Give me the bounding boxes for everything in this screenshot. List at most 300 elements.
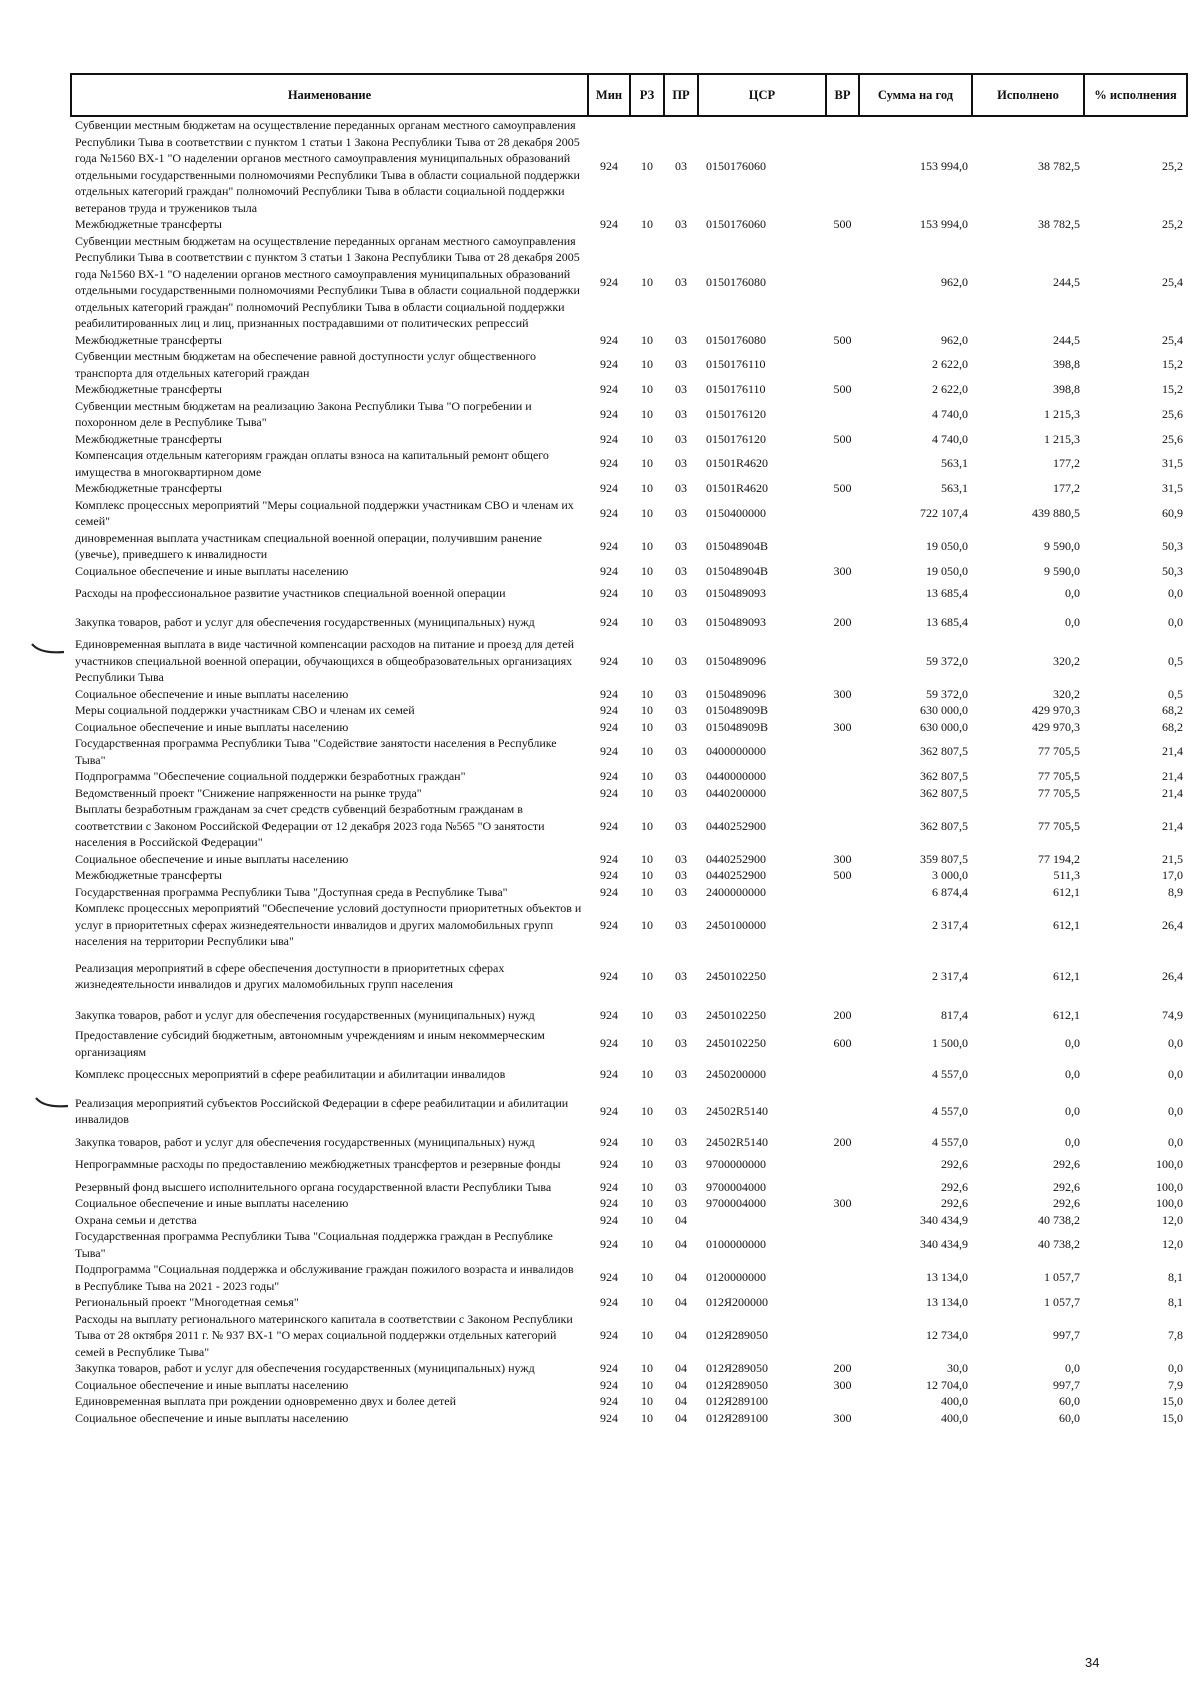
row-rz: 10 [641,614,653,629]
row-pr: 03 [675,719,687,734]
row-rz: 10 [641,1036,653,1051]
row-vr [826,530,859,563]
row-rz: 10 [641,1361,653,1375]
row-name: Социальное обеспечение и иные выплаты населению [75,1196,349,1210]
row-done: 320,2 [1053,653,1080,668]
row-done: 997,7 [1053,1328,1080,1342]
row-csr: 01501R4620 [706,456,769,471]
row-vr [826,1150,859,1179]
row-csr: 2450100000 [706,917,766,932]
row-pct: 21,4 [1162,744,1183,759]
row-pr: 04 [675,1328,687,1342]
row-pr: 04 [675,1237,687,1252]
table-row [71,686,1187,703]
table-row [71,1311,1187,1361]
row-pr: 04 [675,1212,687,1227]
row-rz: 10 [641,357,653,372]
row-sum: 4 740,0 [932,406,968,421]
row-rz: 10 [641,159,653,174]
row-vr [826,1311,859,1361]
row-pct: 12,0 [1162,1212,1183,1227]
row-sum: 13 134,0 [926,1270,968,1285]
row-pct: 50,3 [1162,538,1183,553]
row-pr: 03 [675,744,687,759]
row-pr: 04 [675,1295,687,1309]
row-csr: 24502R5140 [706,1134,769,1149]
table-row [71,497,1187,530]
row-min: 924 [600,1377,618,1392]
row-pct: 25,6 [1162,406,1183,421]
row-min: 924 [600,274,618,289]
row-csr: 0150176080 [706,274,766,289]
row-sum: 630 000,0 [920,719,968,734]
row-vr [826,579,859,608]
table-row [71,579,1187,608]
row-pct: 25,4 [1162,332,1183,347]
row-rz: 10 [641,456,653,471]
row-min: 924 [600,1067,618,1081]
row-min: 924 [600,505,618,520]
table-row [71,1261,1187,1294]
table-row [71,636,1187,686]
row-pr: 04 [675,1361,687,1375]
table-row [71,900,1187,950]
row-min: 924 [600,884,618,899]
row-done: 292,6 [1053,1196,1080,1210]
row-vr [826,348,859,381]
row-done: 0,0 [1065,1103,1080,1118]
row-sum: 13 685,4 [926,586,968,600]
row-done: 0,0 [1065,1067,1080,1081]
row-sum: 563,1 [941,481,968,495]
row-done: 77 705,5 [1038,818,1080,833]
row-name: Расходы на выплату регионального материнского капитала в соответствии с Законом Республики Тыва от 28 октября 2011 г. № 937 ВХ-1 "О мерах социальной поддержки отдельных категорий семей в Республике Тыва" [75,1311,573,1359]
row-vr: 300 [833,1410,852,1425]
row-min: 924 [600,217,618,231]
row-name: Социальное обеспечение и иные выплаты населению [75,1410,349,1425]
row-sum: 59 372,0 [926,686,968,701]
row-pct: 100,0 [1156,1157,1183,1171]
row-done: 1 215,3 [1044,406,1080,421]
row-csr: 012Я289050 [706,1361,769,1375]
row-pct: 31,5 [1162,481,1183,495]
table-row [71,233,1187,332]
row-min: 924 [600,719,618,734]
row-sum: 362 807,5 [920,744,968,759]
row-vr: 200 [833,1134,852,1149]
row-pr: 03 [675,614,687,629]
row-done: 60,0 [1059,1410,1080,1425]
row-done: 40 738,2 [1038,1237,1080,1252]
row-vr [826,884,859,901]
row-pct: 50,3 [1162,563,1183,578]
table-row [71,1195,1187,1212]
row-csr: 015048904B [706,538,769,553]
row-sum: 4 557,0 [932,1067,968,1081]
row-vr [826,900,859,950]
row-rz: 10 [641,785,653,800]
row-sum: 59 372,0 [926,653,968,668]
row-done: 612,1 [1053,917,1080,932]
table-row [71,884,1187,901]
row-csr: 2450200000 [706,1067,766,1081]
row-vr: 200 [833,1007,852,1022]
table-row [71,480,1187,497]
row-vr: 500 [833,217,852,231]
row-sum: 4 557,0 [932,1134,968,1149]
table-row [71,1179,1187,1196]
row-pct: 0,0 [1168,1067,1183,1081]
row-rz: 10 [641,431,653,446]
row-rz: 10 [641,217,653,231]
row-vr: 500 [833,382,852,396]
row-pr: 03 [675,769,687,783]
row-pct: 100,0 [1156,1196,1183,1210]
table-row [71,1212,1187,1229]
row-vr: 500 [833,332,852,347]
table-row [71,1060,1187,1089]
row-vr [826,1212,859,1229]
row-min: 924 [600,332,618,347]
row-rz: 10 [641,1179,653,1194]
row-done: 320,2 [1053,686,1080,701]
row-pr: 03 [675,159,687,174]
row-sum: 292,6 [941,1179,968,1194]
row-pr: 03 [675,406,687,421]
table-row [71,1089,1187,1134]
row-pr: 03 [675,1007,687,1022]
row-csr: 01501R4620 [706,481,769,495]
row-name: Компенсация отдельным категориям граждан оплаты взноса на капитальный ремонт общего имущества в многоквартирном доме [75,448,549,479]
row-done: 244,5 [1053,274,1080,289]
row-vr: 300 [833,851,852,866]
row-done: 177,2 [1053,481,1080,495]
row-csr: 012Я289100 [706,1410,769,1425]
row-min: 924 [600,456,618,471]
row-pr: 03 [675,274,687,289]
row-min: 924 [600,1103,618,1118]
row-pr: 03 [675,217,687,231]
row-done: 1 215,3 [1044,431,1080,446]
row-rz: 10 [641,1067,653,1081]
table-row [71,431,1187,448]
row-min: 924 [600,1134,618,1149]
table-row [71,735,1187,768]
table-row [71,1228,1187,1261]
row-name: Межбюджетные трансферты [75,868,222,882]
row-sum: 563,1 [941,456,968,471]
row-name: Закупка товаров, работ и услуг для обеспечения государственных (муниципальных) нужд [75,1361,535,1375]
row-vr [826,1393,859,1410]
row-csr: 0150176060 [706,159,766,174]
row-done: 9 590,0 [1044,538,1080,553]
row-rz: 10 [641,1103,653,1118]
row-pct: 0,5 [1168,653,1183,668]
row-csr: 0150176120 [706,406,766,421]
table-row [71,332,1187,349]
row-pct: 21,5 [1162,851,1183,866]
row-csr: 0150489093 [706,614,766,629]
budget-table [70,73,1188,1426]
row-pr: 03 [675,968,687,983]
row-name: Государственная программа Республики Тыва "Доступная среда в Республике Тыва" [75,884,508,899]
row-pr: 03 [675,505,687,520]
row-pr: 03 [675,1036,687,1051]
row-min: 924 [600,431,618,446]
row-min: 924 [600,1295,618,1309]
row-pr: 03 [675,431,687,446]
row-rz: 10 [641,868,653,882]
row-pct: 60,9 [1162,505,1183,520]
row-vr: 300 [833,1196,852,1210]
row-vr [826,636,859,686]
row-pr: 03 [675,686,687,701]
table-row [71,785,1187,802]
row-rz: 10 [641,884,653,899]
row-csr: 0440000000 [706,769,766,783]
row-rz: 10 [641,818,653,833]
row-name: Подпрограмма "Обеспечение социальной поддержки безработных граждан" [75,769,466,783]
row-rz: 10 [641,563,653,578]
row-min: 924 [600,1237,618,1252]
row-vr: 500 [833,481,852,495]
row-rz: 10 [641,686,653,701]
row-pr: 03 [675,456,687,471]
row-csr: 0150176080 [706,332,766,347]
row-csr: 0440252900 [706,868,766,882]
row-sum: 359 807,5 [920,851,968,866]
row-min: 924 [600,1212,618,1227]
row-min: 924 [600,769,618,783]
row-pct: 74,9 [1162,1007,1183,1022]
row-pr: 03 [675,382,687,396]
row-csr: 0150489096 [706,686,766,701]
row-rz: 10 [641,1212,653,1227]
row-min: 924 [600,1179,618,1194]
row-min: 924 [600,1036,618,1051]
row-name: Закупка товаров, работ и услуг для обеспечения государственных (муниципальных) нужд [75,1007,535,1022]
row-name: Государственная программа Республики Тыва "Социальная поддержка граждан в Республике Тыва" [75,1229,553,1260]
row-csr: 012Я289050 [706,1377,769,1392]
row-pr: 03 [675,917,687,932]
row-done: 1 057,7 [1044,1270,1080,1285]
row-pct: 25,2 [1162,159,1183,174]
row-name: Комплекс процессных мероприятий в сфере реабилитации и абилитации инвалидов [75,1067,506,1081]
table-row [71,1360,1187,1377]
row-sum: 340 434,9 [920,1212,968,1227]
table-row [71,867,1187,884]
row-sum: 2 317,4 [932,917,968,932]
row-rz: 10 [641,1295,653,1309]
table-row [71,1393,1187,1410]
row-min: 924 [600,653,618,668]
row-csr: 0100000000 [706,1237,766,1252]
row-name: Единовременная выплата при рождении одновременно двух и более детей [75,1394,457,1408]
row-rz: 10 [641,1134,653,1149]
row-csr: 0150176110 [706,357,766,372]
row-pr: 03 [675,653,687,668]
row-sum: 19 050,0 [926,538,968,553]
row-sum: 13 685,4 [926,614,968,629]
row-pr: 03 [675,538,687,553]
row-csr: 0400000000 [706,744,766,759]
table-row [71,768,1187,785]
table-row [71,1294,1187,1311]
row-csr: 0440200000 [706,785,766,800]
row-rz: 10 [641,274,653,289]
row-csr: 9700004000 [706,1179,766,1194]
row-pr: 03 [675,1103,687,1118]
table-row [71,530,1187,563]
row-name: Социальное обеспечение и иные выплаты населению [75,1377,349,1392]
row-min: 924 [600,703,618,717]
row-done: 439 880,5 [1032,505,1080,520]
row-name: Социальное обеспечение и иные выплаты населению [75,719,349,734]
row-sum: 400,0 [941,1410,968,1425]
row-sum: 962,0 [941,274,968,289]
row-vr: 600 [833,1036,852,1051]
row-name: Межбюджетные трансферты [75,332,222,347]
row-vr [826,1294,859,1311]
row-done: 429 970,3 [1032,719,1080,734]
row-name: диновременная выплата участникам специальной военной операции, получившим ранение (увечье), приведшего к инвалидности [75,530,542,561]
row-name: Государственная программа Республики Тыва "Содействие занятости населения в Республике Тыва" [75,736,557,767]
row-rz: 10 [641,1270,653,1285]
row-done: 177,2 [1053,456,1080,471]
table-row [71,563,1187,580]
header-min: Мин [588,74,630,116]
row-vr: 300 [833,686,852,701]
row-rz: 10 [641,1410,653,1425]
row-name: Региональный проект "Многодетная семья" [75,1295,299,1309]
row-pct: 17,0 [1162,868,1183,882]
row-min: 924 [600,1328,618,1342]
header-done: Исполнено [972,74,1084,116]
row-pct: 12,0 [1162,1237,1183,1252]
row-pr: 03 [675,1067,687,1081]
row-csr: 24502R5140 [706,1103,769,1118]
row-vr: 300 [833,719,852,734]
row-sum: 630 000,0 [920,703,968,717]
row-vr: 500 [833,431,852,446]
row-pr: 03 [675,868,687,882]
table-row [71,950,1187,997]
row-done: 429 970,3 [1032,703,1080,717]
row-min: 924 [600,586,618,600]
row-rz: 10 [641,719,653,734]
table-row [71,348,1187,381]
row-name: Меры социальной поддержки участникам СВО и членам их семей [75,703,415,717]
row-sum: 362 807,5 [920,818,968,833]
row-pct: 25,4 [1162,274,1183,289]
row-pct: 0,0 [1168,614,1183,629]
row-sum: 400,0 [941,1394,968,1408]
row-min: 924 [600,744,618,759]
row-pr: 03 [675,851,687,866]
row-pct: 26,4 [1162,968,1183,983]
row-rz: 10 [641,1237,653,1252]
table-row [71,1027,1187,1060]
row-sum: 12 704,0 [926,1377,968,1392]
row-done: 77 705,5 [1038,769,1080,783]
table-row [71,801,1187,851]
row-csr: 0440252900 [706,851,766,866]
row-vr [826,233,859,332]
row-done: 612,1 [1053,1007,1080,1022]
row-name: Реализация мероприятий в сфере обеспечения доступности в приоритетных сферах жизнедеятельности инвалидов и других маломобильных групп населения [75,960,505,991]
header-name: Наименование [71,74,588,116]
row-vr [826,1060,859,1089]
row-name: Межбюджетные трансферты [75,431,222,446]
row-vr [826,1261,859,1294]
row-pr: 03 [675,357,687,372]
row-csr: 0150176110 [706,382,766,396]
header-vr: ВР [826,74,859,116]
row-done: 0,0 [1065,614,1080,629]
row-done: 60,0 [1059,1394,1080,1408]
row-done: 612,1 [1053,884,1080,899]
row-rz: 10 [641,481,653,495]
row-name: Подпрограмма "Социальная поддержка и обслуживание граждан пожилого возраста и инвалидов в Республике Тыва на 2021 - 2023 годы" [75,1262,574,1293]
row-sum: 2 622,0 [932,357,968,372]
row-name: Резервный фонд высшего исполнительного органа государственной власти Республики Тыва [75,1179,552,1194]
table-row [71,702,1187,719]
row-pct: 68,2 [1162,703,1183,717]
row-sum: 2 622,0 [932,382,968,396]
row-sum: 292,6 [941,1157,968,1171]
row-sum: 3 000,0 [932,868,968,882]
row-sum: 1 500,0 [932,1036,968,1051]
row-done: 292,6 [1053,1157,1080,1171]
row-done: 1 057,7 [1044,1295,1080,1309]
row-pct: 8,1 [1168,1270,1183,1285]
row-name: Социальное обеспечение и иные выплаты населению [75,686,349,701]
row-name: Межбюджетные трансферты [75,382,222,396]
row-name: Предоставление субсидий бюджетным, автономным учреждениям и иным некоммерческим организациям [75,1028,545,1059]
row-rz: 10 [641,703,653,717]
row-sum: 2 317,4 [932,968,968,983]
row-csr: 0440252900 [706,818,766,833]
header-pct: % исполнения [1084,74,1187,116]
row-sum: 13 134,0 [926,1295,968,1309]
row-done: 0,0 [1065,1361,1080,1375]
row-rz: 10 [641,332,653,347]
table-body [71,116,1187,1426]
row-pr: 04 [675,1410,687,1425]
row-sum: 340 434,9 [920,1237,968,1252]
row-vr [826,398,859,431]
row-pr: 04 [675,1270,687,1285]
row-done: 244,5 [1053,332,1080,347]
table-row [71,447,1187,480]
row-csr: 012Я200000 [706,1295,769,1309]
table-row [71,216,1187,233]
row-pct: 15,2 [1162,357,1183,372]
row-sum: 817,4 [941,1007,968,1022]
row-csr [698,1212,826,1229]
row-pct: 8,1 [1168,1295,1183,1309]
row-rz: 10 [641,505,653,520]
row-done: 38 782,5 [1038,217,1080,231]
row-vr [826,1228,859,1261]
row-min: 924 [600,968,618,983]
row-done: 0,0 [1065,1134,1080,1149]
row-name: Комплекс процессных мероприятий "Меры социальной поддержки участникам СВО и членам их семей" [75,497,574,528]
row-name: Непрограммные расходы по предоставлению межбюджетных трансфертов и резервные фонды [75,1157,561,1171]
page-number: 34 [1085,1655,1100,1670]
row-name: Субвенции местным бюджетам на реализацию Закона Республики Тыва "О погребении и похоронном деле в Республике Тыва" [75,398,532,429]
table-header-row [71,74,1187,116]
